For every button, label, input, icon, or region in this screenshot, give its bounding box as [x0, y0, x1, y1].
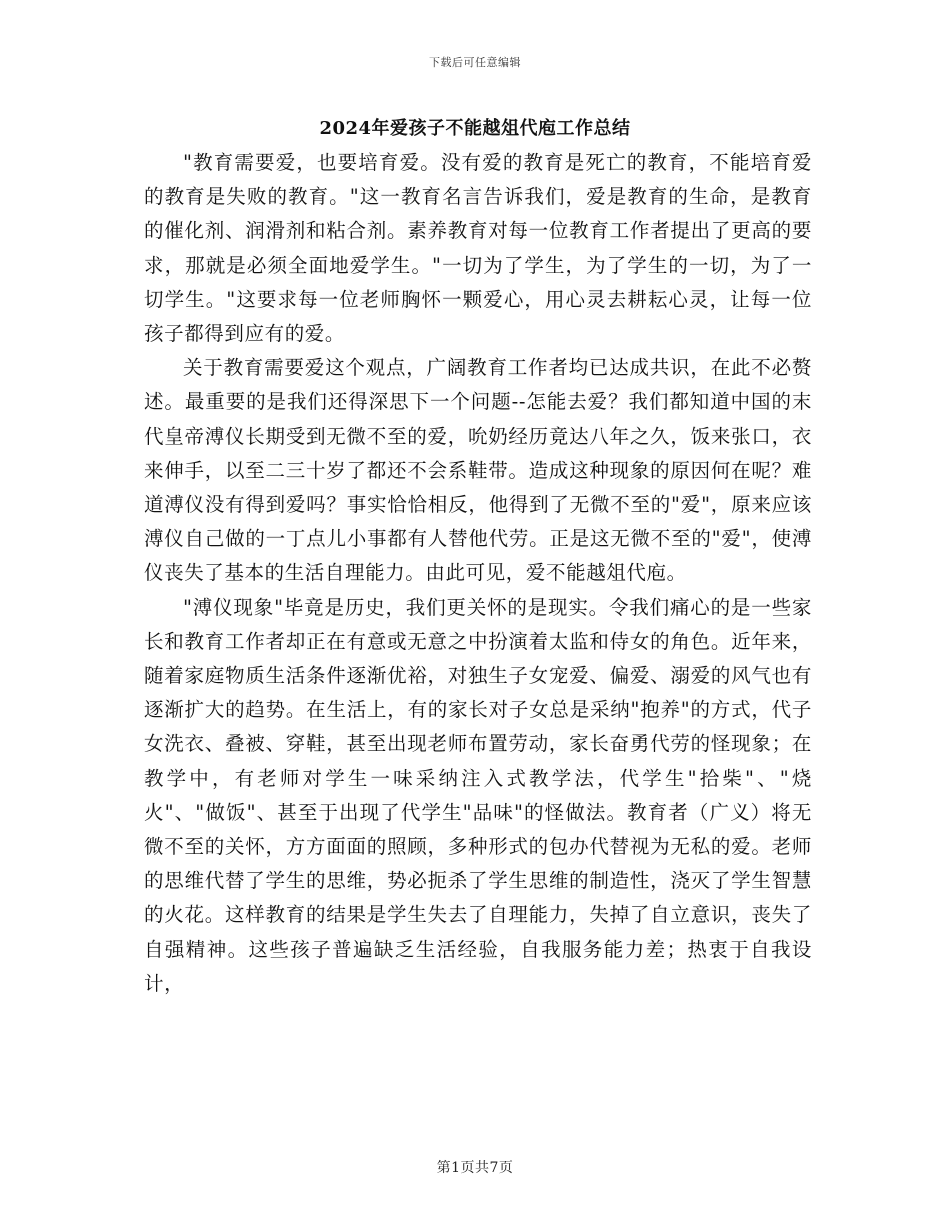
document-title: 2024年爱孩子不能越俎代庖工作总结	[319, 118, 631, 139]
page-number: 第1页共7页	[436, 1160, 514, 1176]
paragraph-3: "溥仪现象"毕竟是历史，我们更关怀的是现实。令我们痛心的是一些家长和教育工作者却正在有意或无意之中扮演着太监和侍女的角色。近年来，随着家庭物质生活条件逐渐优裕，对独生子女宠爱、偏爱、溺爱的风气也有逐渐扩大的趋势。在生活上，有的家长对子女总是采纳"抱养"的方式，代子女洗衣、叠被、穿鞋，甚至出现老师布置劳动，家长奋勇代劳的怪现象；在教学中，有老师对学生一味采纳注入式教学法，代学生"拾柴"、"烧火"、"做饭"、甚至于出现了代学生"品味"的怪做法。教育者（广义）将无微不至的关怀，方方面面的照顾，多种形式的包办代替视为无私的爱。老师的思维代替了学生的思维，势必扼杀了学生思维的制造性，浇灭了学生智慧的火花。这样教育的结果是学生失去了自理能力，失掉了自立意识，丧失了自强精神。这些孩子普遍缺乏生活经验，自我服务能力差；热衷于自我设计，	[144, 595, 812, 995]
paragraph-2: 关于教育需要爱这个观点，广阔教育工作者均已达成共识，在此不必赘述。最重要的是我们还得深思下一个问题--怎能去爱？我们都知道中国的末代皇帝溥仪长期受到无微不至的爱，吮奶经历竟达八年之久，饭来张口，衣来伸手，以至二三十岁了都还不会系鞋带。造成这种现象的原因何在呢？难道溥仪没有得到爱吗？事实恰恰相反，他得到了无微不至的"爱"，原来应该溥仪自己做的一丁点儿小事都有人替他代劳。正是这无微不至的"爱"，使溥仪丧失了基本的生活自理能力。由此可见，爱不能越俎代庖。	[144, 356, 812, 585]
document-body	[144, 146, 812, 1001]
paragraph-1: "教育需要爱，也要培育爱。没有爱的教育是死亡的教育，不能培育爱的教育是失败的教育。"这一教育名言告诉我们，爱是教育的生命，是教育的催化剂、润滑剂和粘合剂。素养教育对每一位教育工作者提出了更高的要求，那就是必须全面地爱学生。"一切为了学生，为了学生的一切，为了一切学生。"这要求每一位老师胸怀一颗爱心，用心灵去耕耘心灵，让每一位孩子都得到应有的爱。	[144, 151, 812, 346]
header-note: 下载后可任意编辑	[429, 56, 521, 69]
